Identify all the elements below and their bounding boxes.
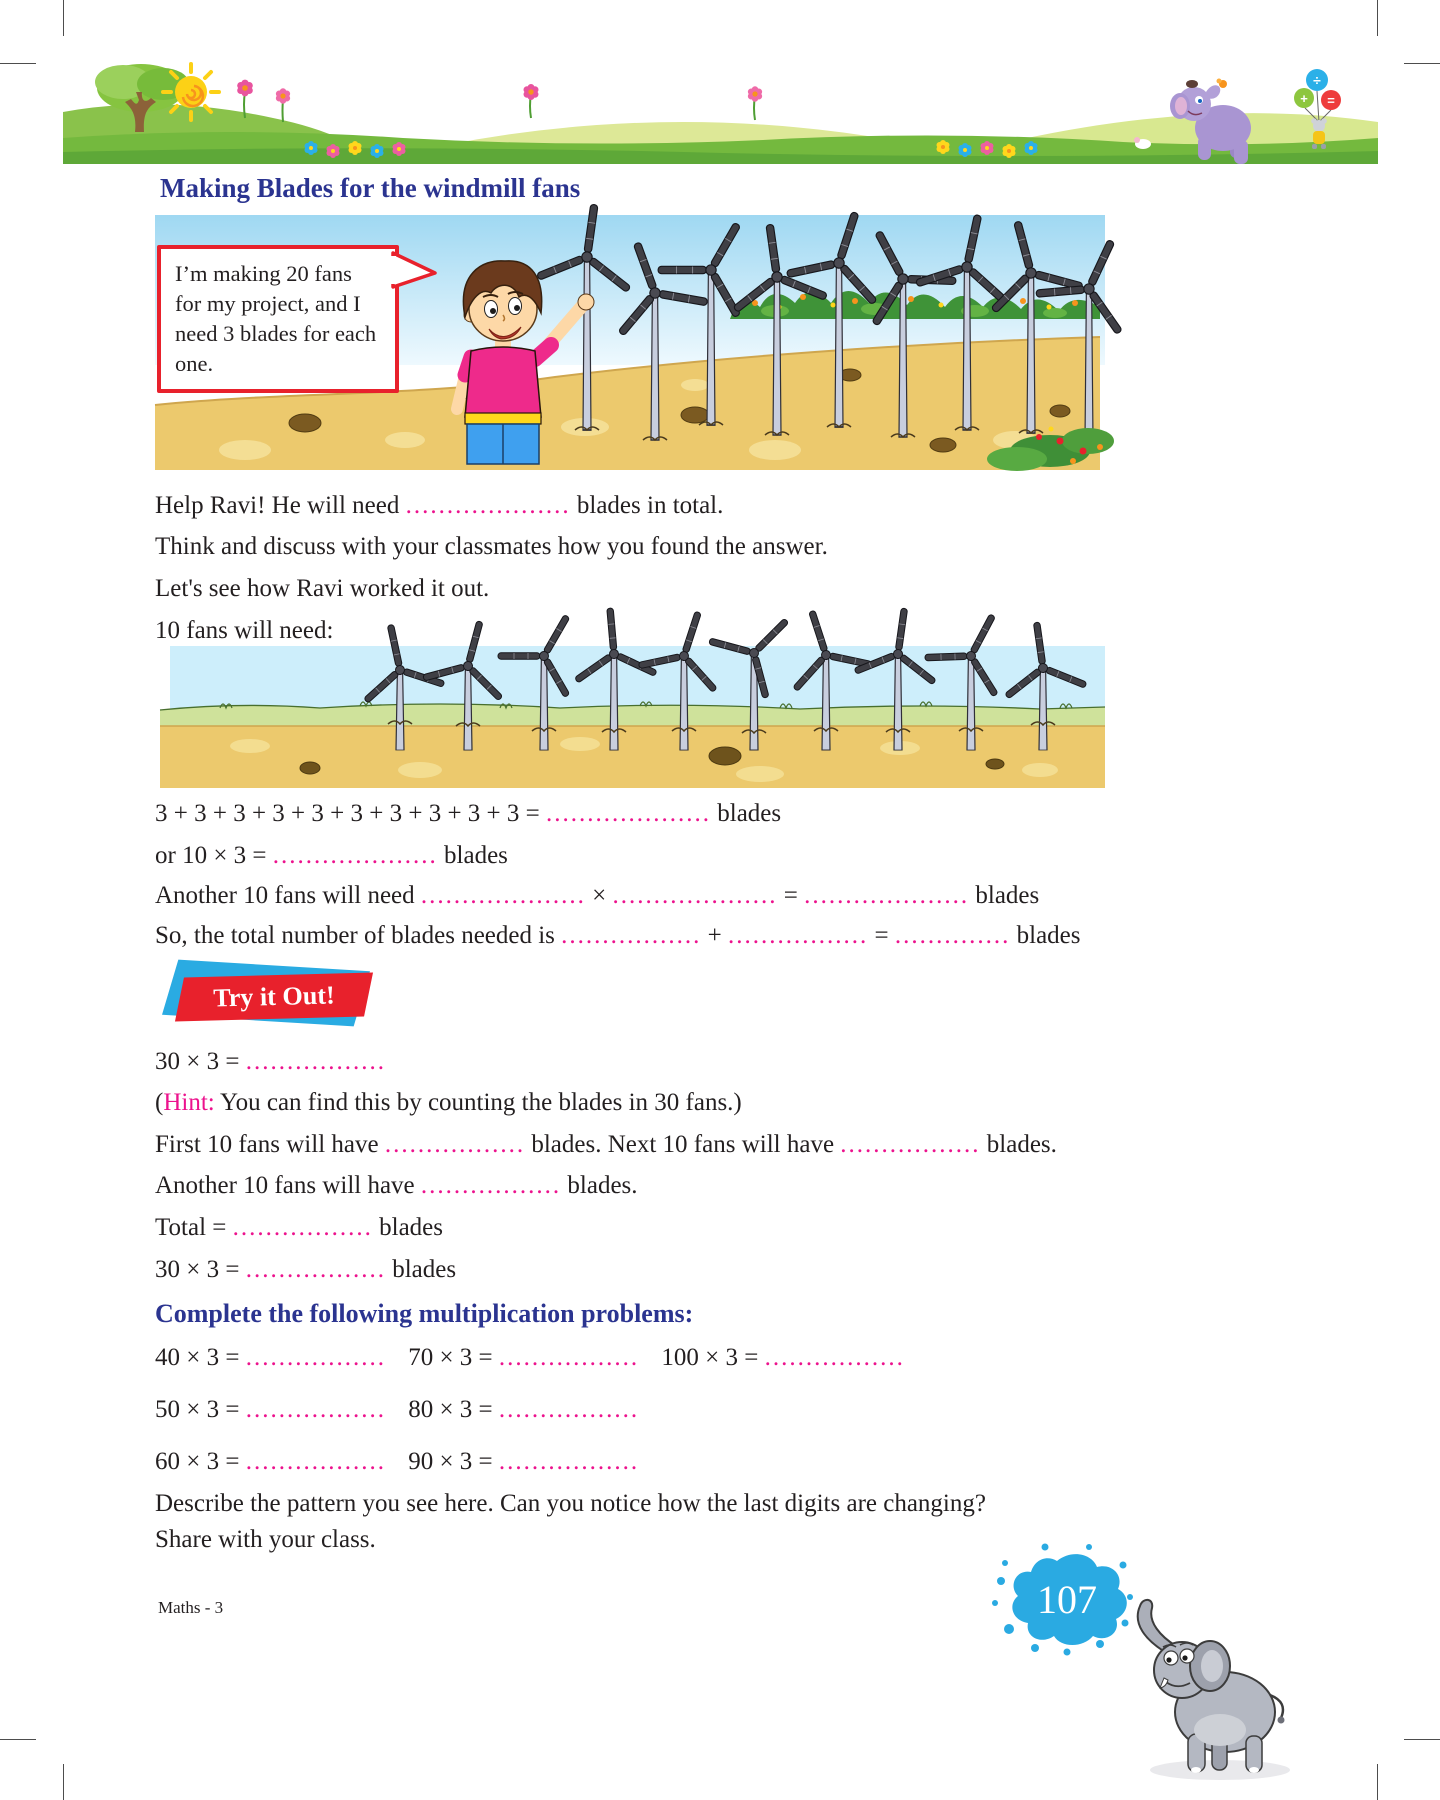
hint-label: Hint: [163, 1089, 215, 1116]
crop-mark [1404, 1739, 1440, 1740]
answer-blank: ................. [384, 1131, 526, 1158]
answer-blank: .................... [546, 800, 711, 827]
windmill-scene-ten-fans [160, 598, 1105, 788]
problem-item: 90 × 3 = ................. [408, 1448, 640, 1475]
answer-blank: ................. [561, 922, 702, 949]
balloon-divide-glyph: ÷ [1313, 72, 1321, 88]
sum-line: 3 + 3 + 3 + 3 + 3 + 3 + 3 + 3 + 3 + 3 = .................... blades [155, 800, 782, 827]
answer-blank: ................. [232, 1214, 373, 1241]
elephant-splash-illustration [985, 1545, 1295, 1795]
answer-blank: .................... [405, 492, 571, 519]
q30-line: 30 × 3 = ................. [155, 1048, 386, 1075]
crop-mark [0, 1739, 36, 1740]
describe-line-1: Describe the pattern you see here. Can you notice how the last digits are changing? [155, 1490, 986, 1517]
describe-line-2: Share with your class. [155, 1526, 376, 1553]
answer-blank: ................. [728, 922, 869, 949]
answer-blank: .............. [894, 922, 1011, 949]
book-title: Maths - 3 [158, 1598, 224, 1617]
count-line-1: First 10 fans will have ................. blades. Next 10 fans will have ................. blades. [155, 1131, 1057, 1158]
try-it-out-banner [168, 962, 388, 1034]
answer-blank: ................. [498, 1448, 640, 1475]
problem-item: 60 × 3 = ................. [155, 1448, 386, 1475]
answer-blank: .................... [612, 882, 778, 909]
elephant-page-icon [1138, 1600, 1290, 1780]
count-line-2: Another 10 fans will have ................. blades. [155, 1172, 638, 1199]
answer-blank: .................... [420, 882, 586, 909]
answer-blank: ................. [245, 1256, 386, 1283]
answer-blank: ................. [498, 1396, 640, 1423]
balloon-plus-glyph: + [1300, 91, 1308, 106]
windmill-scene-boy [155, 215, 1105, 470]
problem-item: 80 × 3 = ................. [408, 1396, 640, 1423]
speech-bubble [157, 245, 399, 393]
try-it-out-label: Try it Out! [212, 980, 336, 1013]
answer-blank: ................. [840, 1131, 981, 1158]
answer-blank: ................. [420, 1172, 562, 1199]
page-number: 107 [1037, 1577, 1097, 1622]
problems-heading: Complete the following multiplication problems: [155, 1299, 694, 1328]
crop-mark [63, 1764, 64, 1800]
answer-blank: ................. [764, 1344, 905, 1371]
windmill-scene-2-illustration [160, 598, 1105, 788]
crop-mark [0, 63, 36, 64]
crop-mark [1377, 1764, 1378, 1800]
problem-item: 50 × 3 = ................. [155, 1396, 386, 1423]
q30b-line: 30 × 3 = ................. blades [155, 1256, 457, 1283]
ten-fans-line: 10 fans will need: [155, 617, 334, 644]
total-line: Total = ................. blades [155, 1214, 443, 1241]
crop-mark [1404, 63, 1440, 64]
think-line: Think and discuss with your classmates how you found the answer. [155, 533, 828, 560]
meadow-banner-illustration [63, 52, 1378, 164]
problems-row-2 [155, 1396, 655, 1424]
splash-icon [992, 1544, 1133, 1656]
ribbon-front-shape [175, 973, 373, 1022]
problems-row-3 [155, 1448, 655, 1476]
answer-blank: ................. [245, 1048, 386, 1075]
speech-bubble-tail [391, 253, 439, 295]
total-blades-line: So, the total number of blades needed is ................. + ................. = .............. blades [155, 922, 1081, 949]
answer-blank: ................. [245, 1396, 386, 1423]
page-title: Making Blades for the windmill fans [160, 173, 581, 203]
problem-item: 100 × 3 = ................. [661, 1344, 905, 1371]
hint-line: (Hint: You can find this by counting the blades in 30 fans.) [155, 1089, 742, 1116]
help-line: Help Ravi! He will need .................... blades in total. [155, 492, 724, 519]
sun-icon [163, 64, 219, 120]
decorative-header-banner [63, 52, 1378, 164]
answer-blank: .................... [272, 842, 438, 869]
problem-item: 70 × 3 = ................. [408, 1344, 640, 1371]
problem-item: 40 × 3 = ................. [155, 1344, 386, 1371]
answer-blank: ................. [498, 1344, 640, 1371]
or-line: or 10 × 3 = .................... blades [155, 842, 508, 869]
problems-row-1 [155, 1344, 921, 1372]
another-ten-line: Another 10 fans will need .................... × .................... = .................... blades [155, 882, 1040, 909]
answer-blank: ................. [245, 1344, 386, 1371]
crop-mark [63, 0, 64, 36]
answer-blank: ................. [245, 1448, 386, 1475]
lets-line: Let's see how Ravi worked it out. [155, 575, 490, 602]
answer-blank: .................... [804, 882, 970, 909]
balloon-equals-glyph: = [1327, 93, 1335, 108]
speech-bubble-text: I’m making 20 fans for my project, and I need 3 blades for each one. [175, 261, 377, 376]
page-number-badge [985, 1545, 1295, 1795]
crop-mark [1377, 0, 1378, 36]
